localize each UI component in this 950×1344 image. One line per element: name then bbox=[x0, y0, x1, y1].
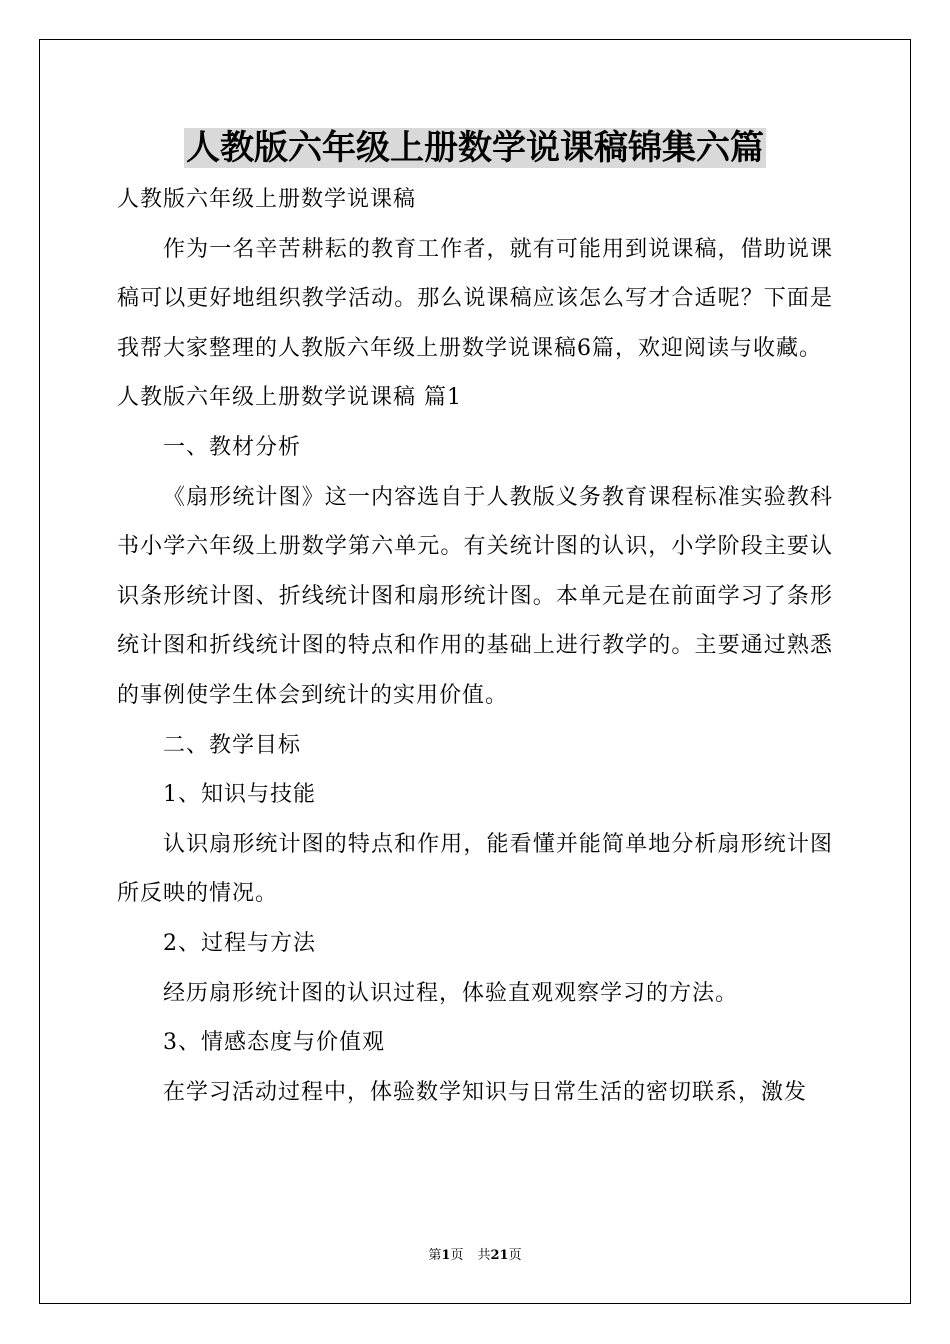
paragraph-attitude-values: 在学习活动过程中，体验数学知识与日常生活的密切联系，激发 bbox=[163, 1079, 808, 1105]
heading-process-method: 2、过程与方法 bbox=[163, 930, 316, 956]
section-heading: 人教版六年级上册数学说课稿 篇1 bbox=[117, 385, 462, 411]
paragraph-process-method: 经历扇形统计图的认识过程，体验直观观察学习的方法。 bbox=[163, 980, 739, 1006]
footer-total-pages: 21 bbox=[490, 1248, 509, 1263]
paragraph-subtitle: 人教版六年级上册数学说课稿 bbox=[117, 187, 417, 212]
document-title-text: 人教版六年级上册数学说课稿锦集六篇 bbox=[186, 128, 764, 168]
paragraph-intro: 作为一名辛苦耕耘的教育工作者，就有可能用到说课稿，借助说课稿可以更好地组织教学活动。那么说课稿应该怎么写才合适呢？下面是我帮大家整理的人教版六年级上册数学说课稿6篇，欢迎阅读与收藏。 bbox=[117, 236, 833, 361]
document-title bbox=[0, 122, 950, 174]
footer-page-suffix: 页 bbox=[450, 1248, 464, 1263]
heading-teaching-goals: 二、教学目标 bbox=[163, 732, 302, 758]
paragraph-textbook-analysis: 《扇形统计图》这一内容选自于人教版义务教育课程标准实验教科书小学六年级上册数学第六单元。有关统计图的认识，小学阶段主要认识条形统计图、折线统计图和扇形统计图。本单元是在前面学习了条形统计图和折线统计图的特点和作用的基础上进行教学的。主要通过熟悉的事例使学生体会到统计的实用价值。 bbox=[117, 484, 833, 708]
document-body bbox=[117, 175, 833, 1117]
footer-total-suffix: 页 bbox=[508, 1248, 522, 1263]
page-footer bbox=[0, 1246, 950, 1266]
heading-attitude-values: 3、情感态度与价值观 bbox=[163, 1030, 385, 1056]
footer-page-prefix: 第 bbox=[428, 1248, 442, 1263]
heading-textbook-analysis: 一、教材分析 bbox=[163, 434, 302, 460]
paragraph-knowledge-skills: 认识扇形统计图的特点和作用，能看懂并能简单地分析扇形统计图所反映的情况。 bbox=[117, 831, 833, 907]
heading-knowledge-skills: 1、知识与技能 bbox=[163, 782, 316, 808]
footer-total-prefix: 共 bbox=[477, 1248, 491, 1263]
footer-page-number: 1 bbox=[441, 1248, 451, 1263]
